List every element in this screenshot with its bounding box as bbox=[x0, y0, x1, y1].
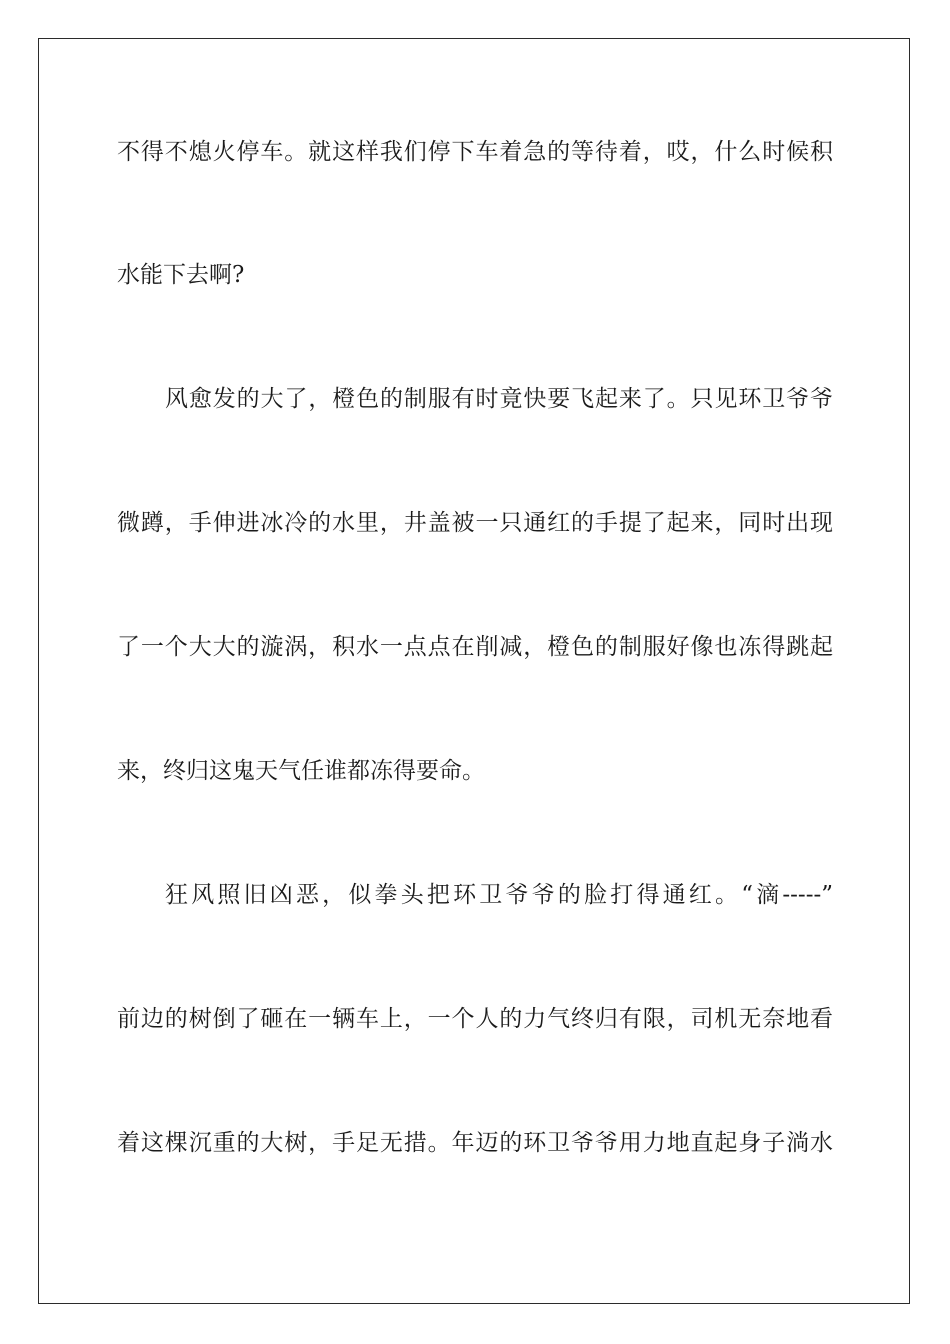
text-line-9: 着这棵沉重的大树，手足无措。年迈的环卫爷爷用力地直起身子淌水 bbox=[117, 1130, 833, 1156]
text-line-7: 狂风照旧凶恶，似拳头把环卫爷爷的脸打得通红。“滴-----” bbox=[165, 882, 833, 908]
text-line-5: 了一个大大的漩涡，积水一点点在削减，橙色的制服好像也冻得跳起 bbox=[117, 634, 833, 660]
text-line-1: 不得不熄火停车。就这样我们停下车着急的等待着，哎，什么时候积 bbox=[117, 139, 833, 165]
text-line-3: 风愈发的大了，橙色的制服有时竟快要飞起来了。只见环卫爷爷 bbox=[165, 386, 833, 412]
text-line-4: 微蹲，手伸进冰冷的水里，井盖被一只通红的手提了起来，同时出现 bbox=[117, 510, 833, 536]
text-line-8: 前边的树倒了砸在一辆车上，一个人的力气终归有限，司机无奈地看 bbox=[117, 1006, 833, 1032]
text-line-2: 水能下去啊? bbox=[117, 262, 245, 288]
page-border bbox=[38, 38, 910, 1304]
text-line-6: 来，终归这鬼天气任谁都冻得要命。 bbox=[117, 758, 485, 784]
